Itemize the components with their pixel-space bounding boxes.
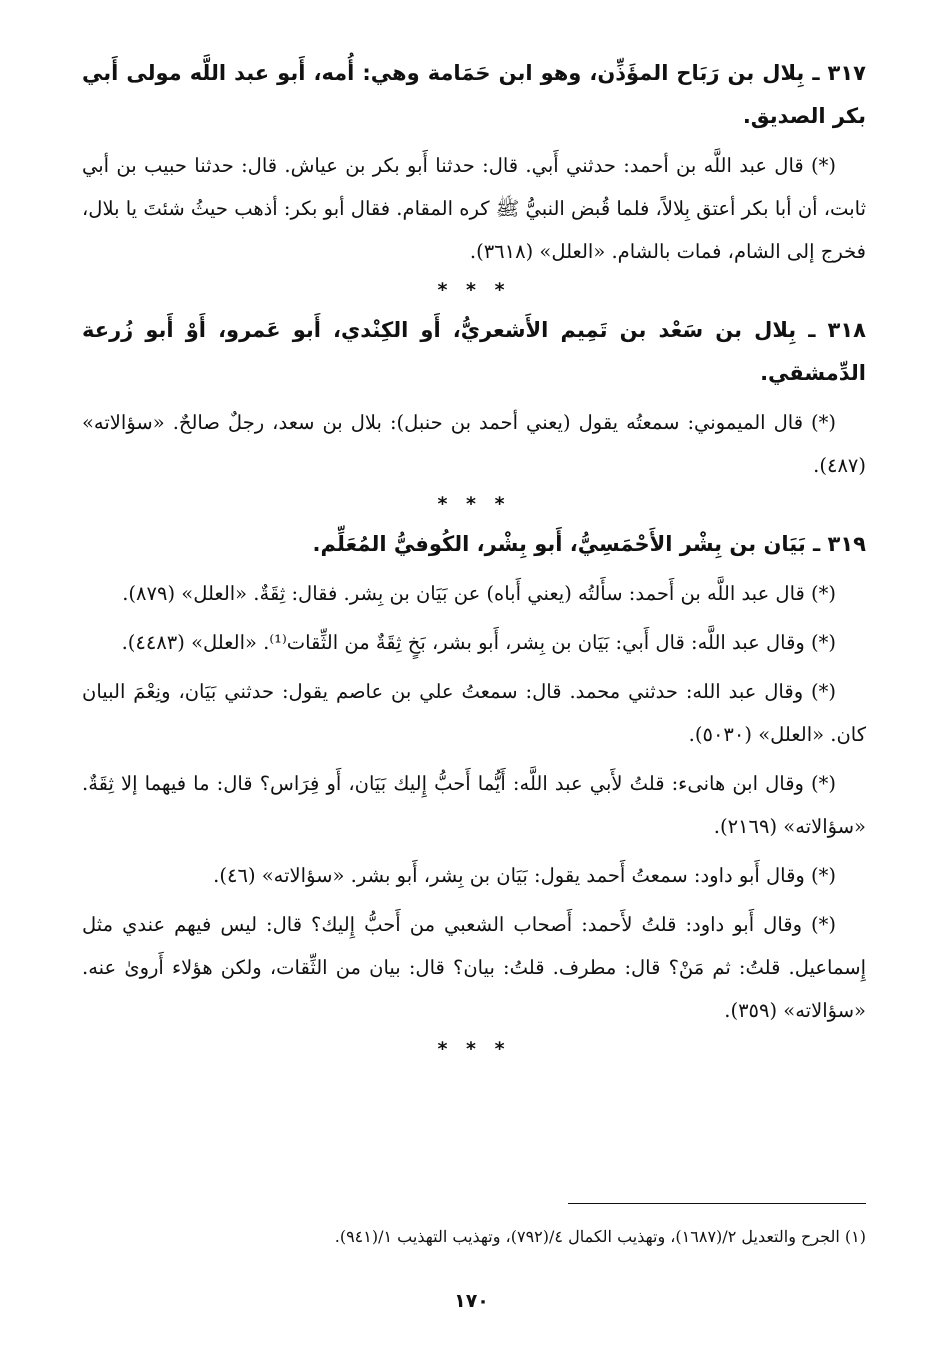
entry-title: ٣١٨ ـ بِلال بن سَعْد بن تَمِيم الأَشعريُّ، أَو الكِنْدي، أَبو عَمرو، أَوْ أَبو زُرعة الدِّمشقي. xyxy=(82,318,866,385)
narration: (*) وقال أَبو داود: قلتُ لأَحمد: أَصحاب الشعبي من أَحبُّ إِليك؟ قال: ليس فيهم عندي مثل إِسماعيل. قلتُ: ثم مَنْ؟ قال: مطرف. قلتُ: بيان؟ قال: بيان من الثِّقات، ولكن هؤلاء أَروىٰ عنه. «سؤالاته» (٣٥٩). xyxy=(82,913,866,1022)
narration: (*) قال عبد اللَّه بن أحمد: حدثني أَبي. قال: حدثنا أَبو بكر بن عياش. قال: حدثنا حبيب بن أبي ثابت، أن أبا بكر أعتق بِلالاً، فلما قُبض النبيُّ ﷺ كره المقام. فقال أبو بكر: أذهب حيثُ شئتَ يا بلال، فخرج إلى الشام، فمات بالشام. «العلل» (٣٦١٨). xyxy=(82,154,866,263)
page-number: ١٧٠ xyxy=(454,1290,489,1312)
entry-319 xyxy=(82,523,866,1032)
narration: (*) قال الميموني: سمعتُه يقول (يعني أحمد بن حنبل): بلال بن سعد، رجلٌ صالحٌ. «سؤالاته» (٤٨٧). xyxy=(82,411,866,477)
section-separator: * * * xyxy=(437,493,511,515)
narration: (*) وقال عبد الله: حدثني محمد. قال: سمعتُ علي بن عاصم يقول: حدثني بَيَان، ونِعْمَ البيان كان. «العلل» (٥٠٣٠). xyxy=(82,680,866,746)
entry-317 xyxy=(82,52,866,273)
entry-title: ٣١٩ ـ بَيَان بن بِشْر الأَحْمَسِيُّ، أَبو بِشْر، الكُوفيُّ المُعَلِّم. xyxy=(312,532,866,556)
page-body xyxy=(82,52,866,1068)
section-separator: * * * xyxy=(437,1038,511,1060)
section-separator: * * * xyxy=(437,279,511,301)
narration: (*) وقال ابن هانىء: قلتُ لأَبي عبد اللَّه: أَيُّما أَحبُّ إِليك بَيَان، أَو فِرَاس؟ قال: ما فيهما إلا ثِقَةٌ. «سؤالاته» (٢١٦٩). xyxy=(82,772,866,838)
narration: (*) وقال أَبو داود: سمعتُ أَحمد يقول: بَيَان بن بِشر، أَبو بشر. «سؤالاته» (٤٦). xyxy=(213,864,836,887)
footnote: (١) الجرح والتعديل ٢/(١٦٨٧)، وتهذيب الكمال ٤/(٧٩٢)، وتهذيب التهذيب ١/(٩٤١). xyxy=(334,1227,866,1246)
narration: (*) قال عبد اللَّه بن أَحمد: سأَلتُه (يعني أَباه) عن بَيَان بن بِشر. فقال: ثِقَةٌ. «العلل» (٨٧٩). xyxy=(122,582,836,605)
footnote-divider xyxy=(568,1203,866,1204)
entry-318 xyxy=(82,309,866,487)
entry-title: ٣١٧ ـ بِلال بن رَبَاح المؤَذِّن، وهو ابن حَمَامة وهي: أُمه، أَبو عبد اللَّه مولى أَبي بكر الصديق. xyxy=(82,61,866,128)
narration: (*) وقال عبد اللَّه: قال أَبي: بَيَان بن بِشر، أَبو بشر، بَخٍ ثِقَةٌ من الثِّقات⁽¹⁾. «العلل» (٤٤٨٣). xyxy=(121,631,836,654)
